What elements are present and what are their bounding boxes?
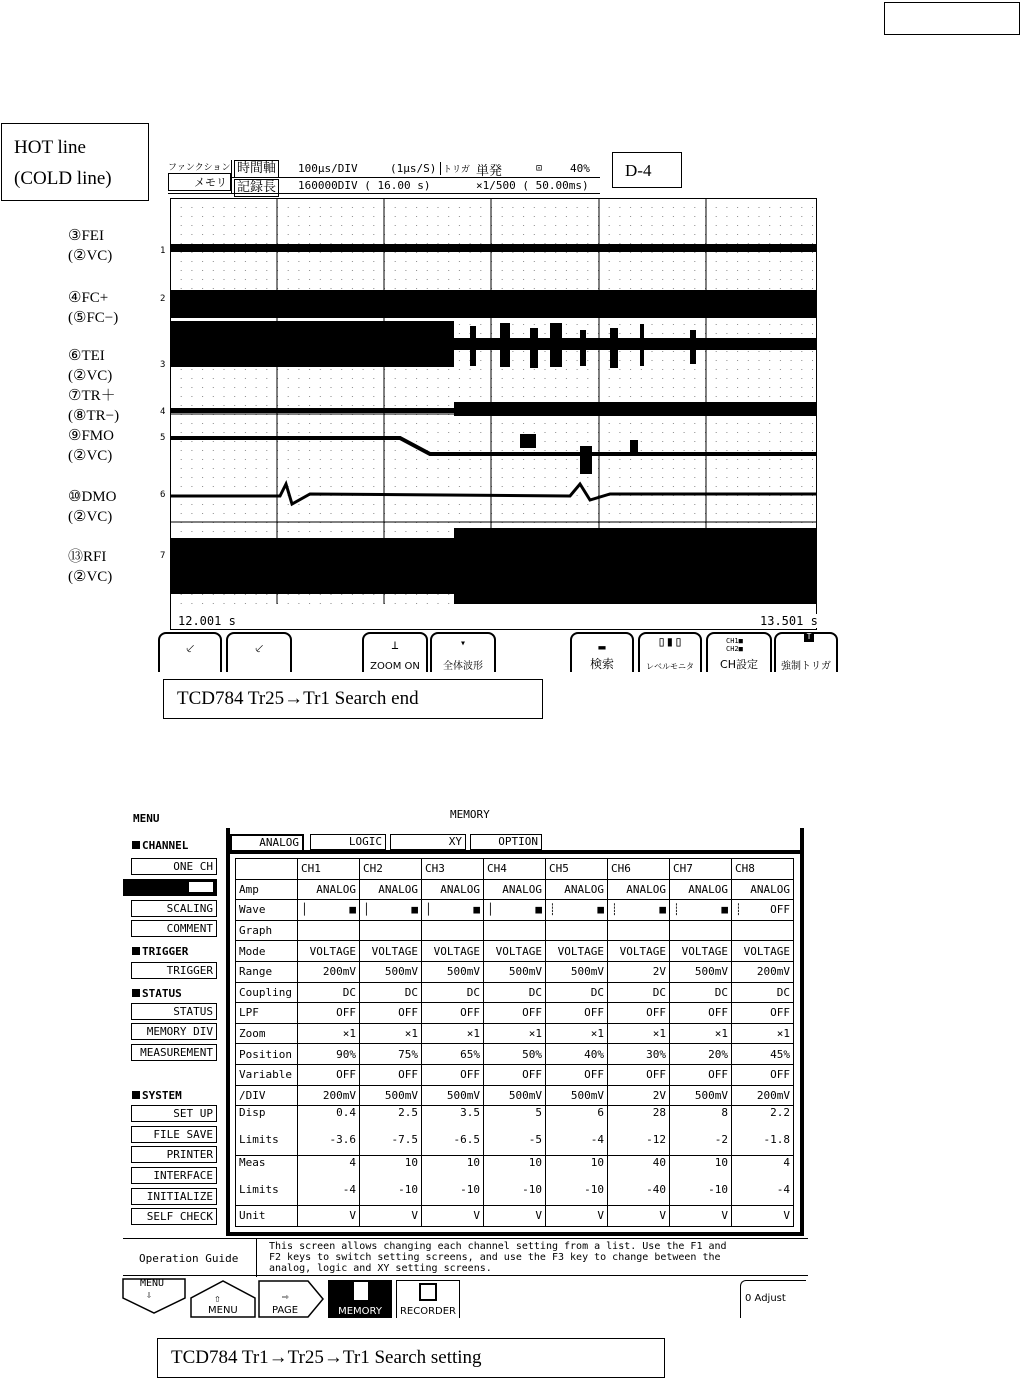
caption-lower: TCD784 Tr1→Tr25→Tr1 Search setting <box>157 1338 665 1378</box>
cursor-left-button[interactable] <box>158 632 222 672</box>
up-arrow-icon: ⇧ <box>214 1292 221 1305</box>
interface-button[interactable]: INTERFACE <box>131 1167 217 1184</box>
zoom-button[interactable] <box>362 632 428 672</box>
search-button[interactable] <box>570 632 634 672</box>
table-row[interactable]: Amp ANALOG ANALOG ANALOG ANALOG ANALOG ANALOG ANALOG ANALOG <box>236 879 794 900</box>
table-row[interactable]: LPF OFF OFF OFF OFF OFF OFF OFF OFF <box>236 1003 794 1024</box>
whole-wave-label: 全体波形 <box>443 661 483 672</box>
cursor-right-icon: ⸔ <box>253 641 265 657</box>
tab-analog[interactable]: ANALOG <box>230 834 304 850</box>
table-row[interactable]: Range 200mV 500mV 500mV 500mV 500mV 2V 500mV 200mV <box>236 961 794 982</box>
reclen-label: 記録長 <box>234 179 279 197</box>
memory-key-label: MEMORY <box>338 1306 382 1317</box>
force-trigger-label: 強制トリガ <box>781 661 831 672</box>
wave-swatch-icon[interactable]: ┊ ■ <box>670 900 732 921</box>
force-trigger-button[interactable] <box>774 632 838 672</box>
ch-label-2: ④FC+ (⑤FC−) <box>68 290 119 326</box>
trigger-t-icon: T <box>804 632 814 642</box>
trigger-pct: 40% <box>570 162 590 175</box>
trigger-button[interactable]: TRIGGER <box>131 962 217 979</box>
cursor-right-button[interactable] <box>226 632 292 672</box>
hot-line-label: HOT line <box>14 137 86 158</box>
table-row-meas[interactable]: Meas Limits 4 -4 10 -10 10 -10 10 -10 10 -10 40 -40 10 -10 4 -4 <box>236 1156 794 1206</box>
scaling-button[interactable]: SCALING <box>131 900 217 917</box>
ch-label-3: ⑥TEI (②VC) <box>68 348 113 384</box>
cold-line-label: (COLD line) <box>14 168 112 189</box>
memory-key[interactable] <box>328 1280 392 1318</box>
level-monitor-button[interactable] <box>638 632 702 672</box>
ch2-indicator: CH2■ <box>726 645 743 653</box>
down-chevron-icon: ⇩ <box>146 1290 153 1301</box>
cursor-left-icon: ⸔ <box>184 641 196 657</box>
timeaxis-value[interactable]: 100μs/DIV <box>298 162 358 175</box>
trigger-label: トリガ <box>440 162 470 175</box>
table-row[interactable]: Zoom ×1 ×1 ×1 ×1 ×1 ×1 ×1 ×1 <box>236 1023 794 1044</box>
page-id: D-4 <box>625 161 652 180</box>
timeaxis-label: 時間軸 <box>234 160 279 178</box>
table-row[interactable]: Coupling DC DC DC DC DC DC DC DC <box>236 982 794 1003</box>
tab-logic[interactable]: LOGIC <box>310 834 386 850</box>
self-check-button[interactable]: SELF CHECK <box>131 1208 217 1225</box>
trigger-mode[interactable]: 単発 <box>476 164 503 179</box>
system-header: SYSTEM <box>132 1089 182 1102</box>
table-row[interactable]: Position 90% 75% 65% 50% 40% 30% 20% 45% <box>236 1044 794 1065</box>
set-up-button[interactable]: SET UP <box>131 1105 217 1122</box>
down-arrow-icon: ▾ <box>459 638 467 649</box>
status-header: STATUS <box>132 987 182 1000</box>
table-row-disp[interactable]: Disp Limits 0.4 -3.6 2.5 -7.5 3.5 -6.5 5 -5 6 -4 28 -12 8 -2 2.2 -1.8 <box>236 1106 794 1156</box>
function-value[interactable]: メモリ <box>168 173 231 191</box>
table-header-row: CH1 CH2 CH3 CH4 CH5 CH6 CH7 CH8 <box>236 859 794 880</box>
top-right-box <box>884 2 1020 35</box>
ch-label-1: ③FEI (②VC) <box>68 228 113 264</box>
zoom-icon: ⊥ <box>391 638 399 652</box>
table-row[interactable]: Graph <box>236 920 794 941</box>
guide-text-2: F2 keys to switch setting screens, and use the F3 key to change between the <box>269 1252 721 1263</box>
ch-num-5: 5 <box>160 433 166 443</box>
wave-swatch-icon[interactable]: ┊ ■ <box>546 900 608 921</box>
memory-div-button[interactable]: MEMORY DIV <box>131 1023 217 1040</box>
scope-header <box>168 160 600 194</box>
operation-guide <box>123 1238 808 1276</box>
level-monitor-label: レベルモニタ <box>646 662 694 671</box>
menu-label: MENU <box>133 812 160 825</box>
time-end: 13.501 s <box>760 614 818 628</box>
recorder-icon <box>419 1283 437 1301</box>
guide-text-1: This screen allows changing each channel setting from a list. Use the F1 and <box>269 1241 727 1252</box>
whole-wave-button[interactable] <box>430 632 496 672</box>
ch-setting-label: CH設定 <box>720 658 758 671</box>
tab-xy[interactable]: XY <box>390 834 466 850</box>
ch-label-5: ⑨FMO (②VC) <box>68 428 114 464</box>
guide-label: Operation Guide <box>139 1252 239 1265</box>
wave-swatch-icon[interactable]: │ ■ <box>298 900 360 921</box>
memory-card-icon <box>354 1282 368 1300</box>
trigger-slope-icon: ⊡ <box>536 163 543 174</box>
table-row[interactable]: Unit V V V V V V V V <box>236 1206 794 1227</box>
initialize-button[interactable]: INITIALIZE <box>131 1188 217 1205</box>
zoom-label: ZOOM ON <box>370 661 420 672</box>
all-ch-button[interactable] <box>123 879 217 896</box>
ch-num-4: 4 <box>160 407 166 417</box>
guide-text-3: analog, logic and XY setting screens. <box>269 1263 492 1274</box>
memory-label: MEMORY <box>450 808 490 821</box>
search-icon: ▬ <box>598 640 606 654</box>
channel-settings-table <box>235 858 794 1227</box>
recorder-key-label: RECORDER <box>399 1306 457 1317</box>
comment-button[interactable]: COMMENT <box>131 920 217 937</box>
recorder-key[interactable] <box>396 1280 460 1318</box>
ch-num-7: 7 <box>160 551 166 561</box>
status-button[interactable]: STATUS <box>131 1003 217 1020</box>
table-row[interactable]: Variable OFF OFF OFF OFF OFF OFF OFF OFF <box>236 1064 794 1085</box>
ch-num-2: 2 <box>160 294 166 304</box>
zero-adjust-key[interactable] <box>740 1280 806 1318</box>
waveform-display[interactable] <box>170 198 817 630</box>
sample-value: (1μs/S) <box>390 162 437 175</box>
reclen-value[interactable]: 160000DIV ( 16.00 s) <box>298 179 431 192</box>
function-label: ファンクション <box>168 163 231 173</box>
menu-back-label: MENU <box>140 1278 165 1289</box>
ch1-indicator: CH1■ <box>726 637 743 645</box>
table-row-wave[interactable]: Wave │ ■ │ ■ │ ■ │ ■ ┊ ■ ┊ ■ ┊ ■ ┊ OFF <box>236 900 794 921</box>
table-row[interactable]: Mode VOLTAGE VOLTAGE VOLTAGE VOLTAGE VOLTAGE VOLTAGE VOLTAGE VOLTAGE <box>236 941 794 962</box>
ch-label-4: ⑦TR＋ (⑧TR−) <box>68 388 120 424</box>
page-label: PAGE <box>272 1305 299 1316</box>
ch-setting-button[interactable] <box>706 632 772 672</box>
printer-button[interactable]: PRINTER <box>131 1146 217 1163</box>
search-label: 検索 <box>589 657 614 671</box>
caption-upper: TCD784 Tr25→Tr1 Search end <box>163 679 543 719</box>
wave-off-value[interactable]: ┊ OFF <box>732 900 794 921</box>
zoom-value: ×1/500 ( 50.00ms) <box>476 179 589 192</box>
hot-line-box <box>1 123 149 201</box>
ch-num-6: 6 <box>160 490 166 500</box>
ch-num-3: 3 <box>160 360 166 370</box>
wave-swatch-icon[interactable]: │ ■ <box>360 900 422 921</box>
right-arrow-icon: ⇨ <box>282 1290 289 1303</box>
table-row[interactable]: /DIV 200mV 500mV 500mV 500mV 500mV 2V 500mV 200mV <box>236 1085 794 1106</box>
trigger-header: TRIGGER <box>132 945 188 958</box>
measurement-button[interactable]: MEASUREMENT <box>131 1044 217 1061</box>
wave-swatch-icon[interactable]: ┊ ■ <box>608 900 670 921</box>
page-id-box <box>612 152 682 188</box>
one-ch-button[interactable]: ONE CH <box>131 858 217 875</box>
menu-up-label: MENU <box>208 1305 238 1316</box>
file-save-button[interactable]: FILE SAVE <box>131 1126 217 1143</box>
wave-swatch-icon[interactable]: │ ■ <box>484 900 546 921</box>
channel-header: CHANNEL <box>132 839 188 852</box>
ch-label-7: ⑬RFI (②VC) <box>68 549 113 585</box>
ch-label-6: ⑩DMO (②VC) <box>68 489 117 525</box>
wave-swatch-icon[interactable]: │ ■ <box>422 900 484 921</box>
zero-adjust-label: 0 Adjust <box>745 1293 786 1304</box>
level-bars-icon: ▯▮▯ <box>657 634 683 650</box>
ch-num-1: 1 <box>160 246 166 256</box>
tab-option[interactable]: OPTION <box>470 834 542 850</box>
time-start: 12.001 s <box>178 614 236 628</box>
